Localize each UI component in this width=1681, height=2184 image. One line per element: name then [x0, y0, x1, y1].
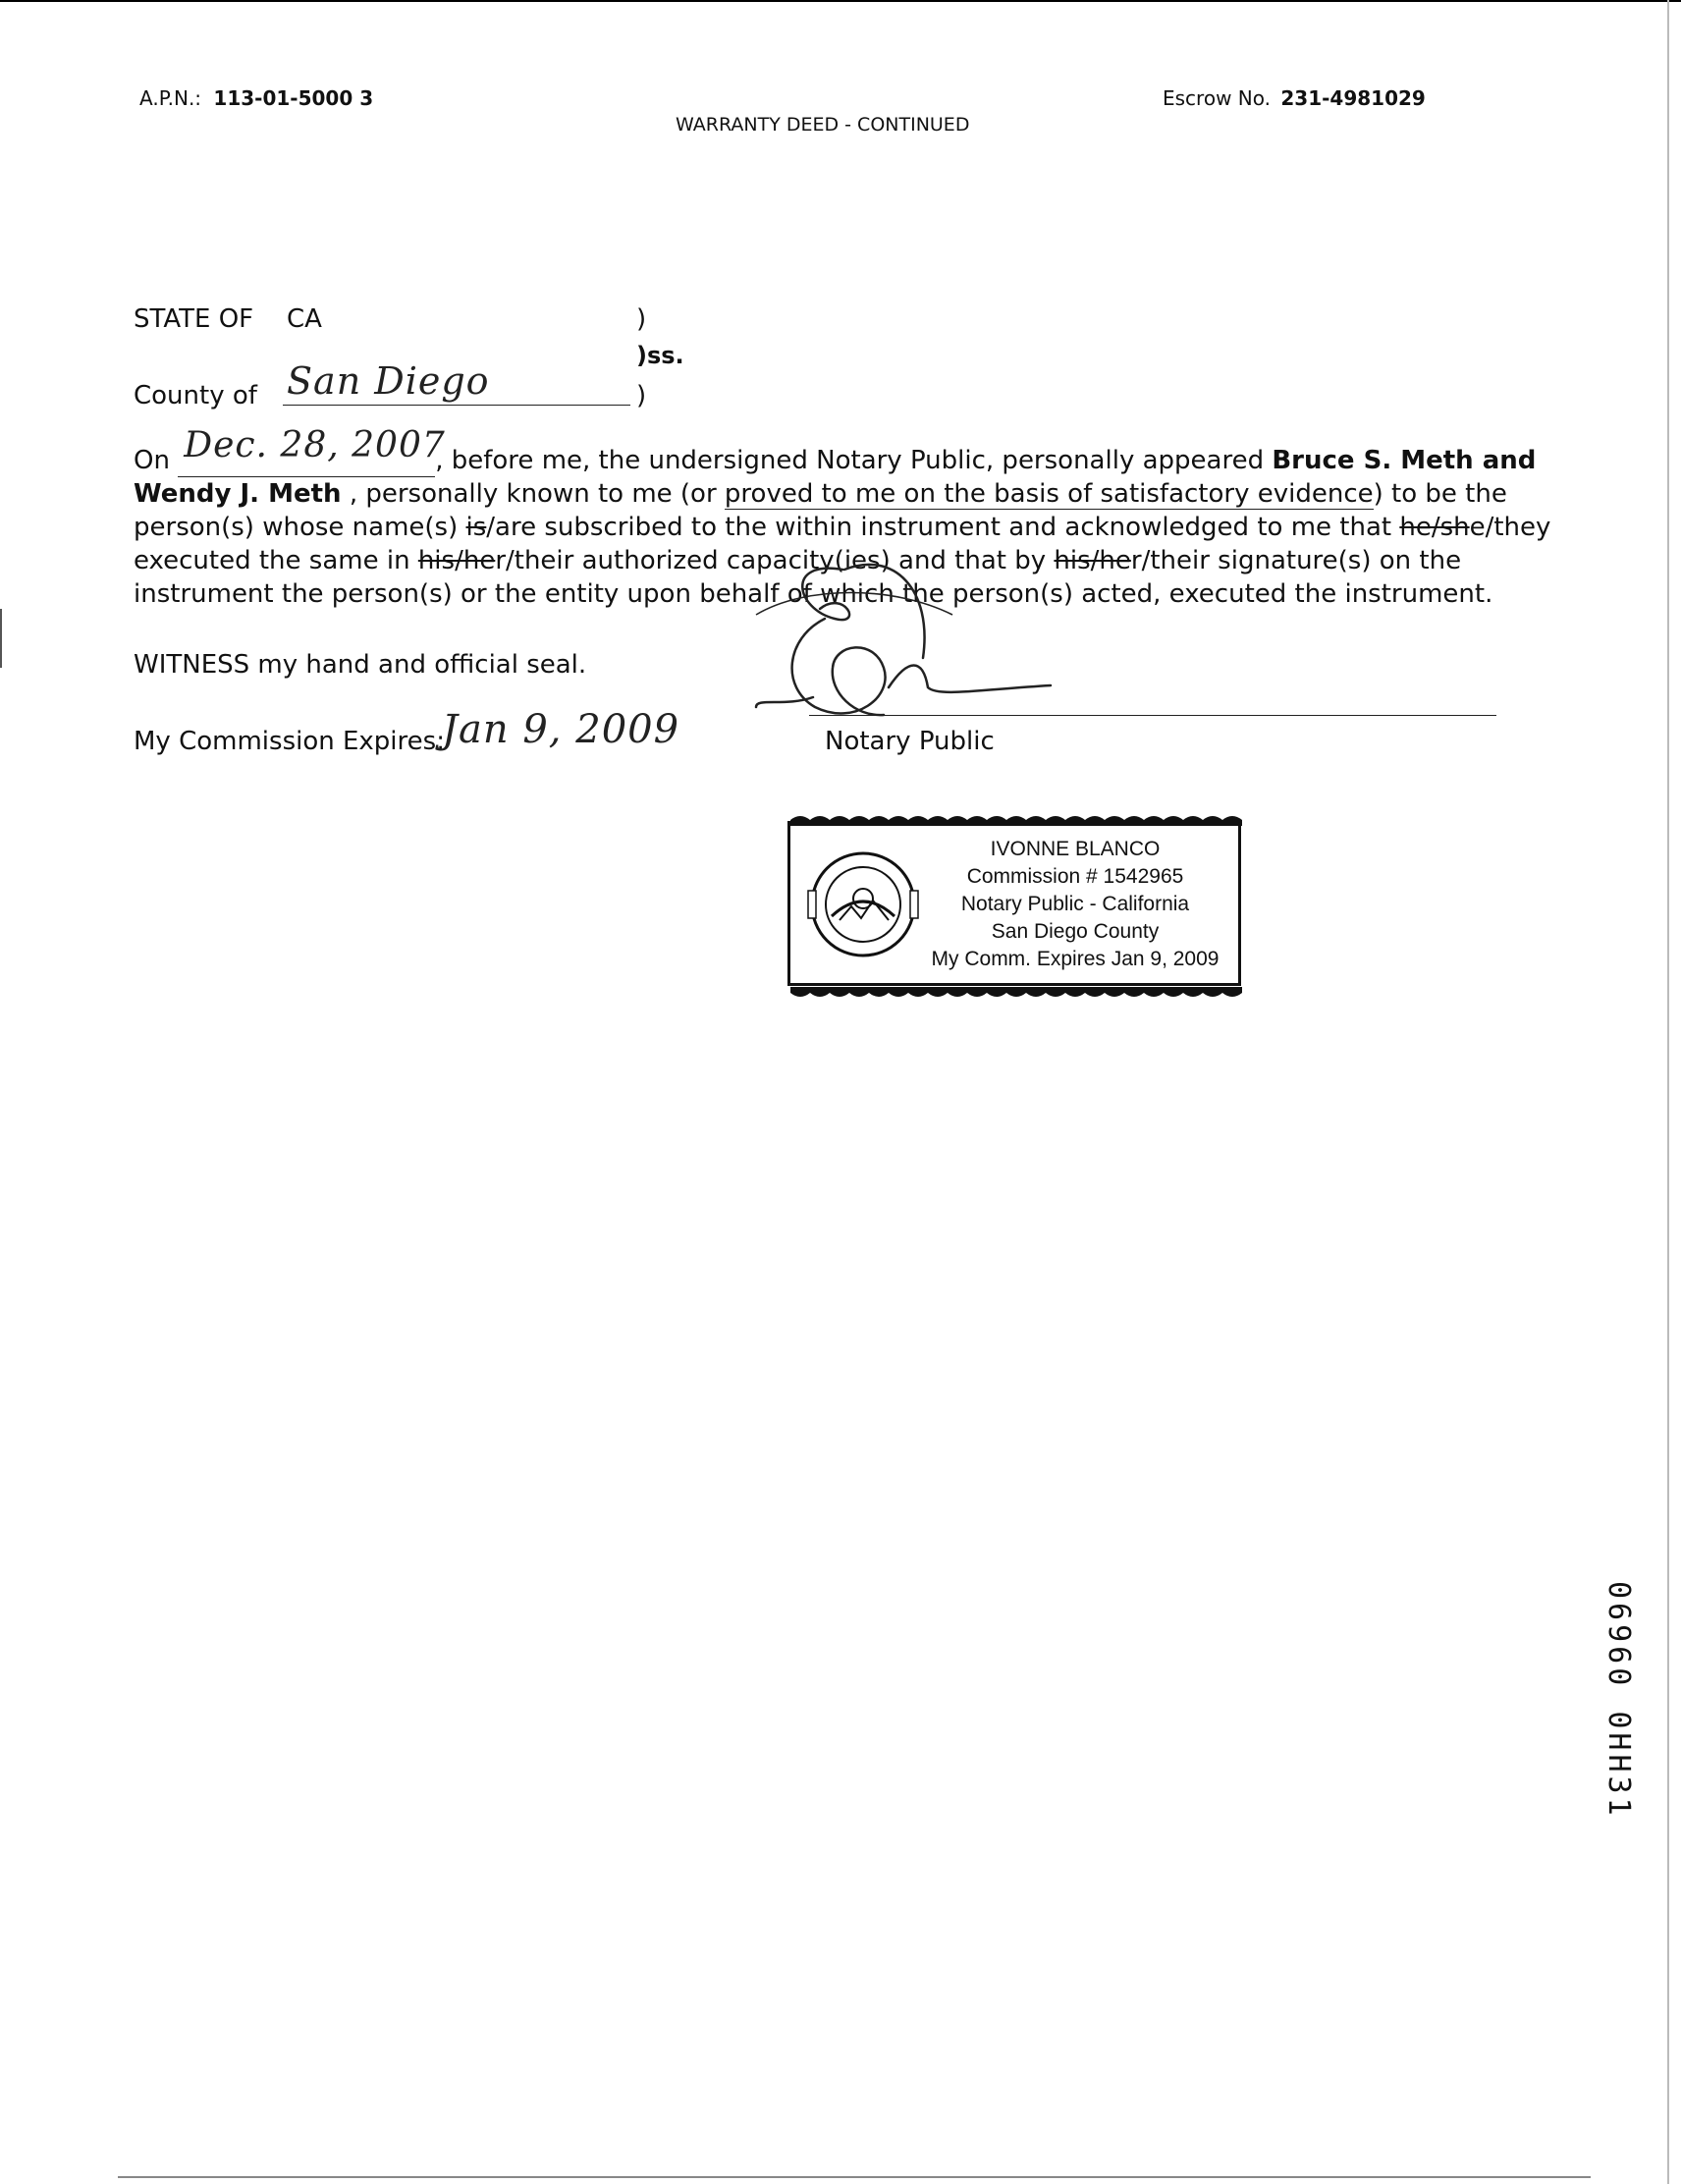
- stamp-county: San Diego County: [991, 920, 1160, 943]
- escrow-label: Escrow No.: [1163, 86, 1271, 110]
- notary-signature: [727, 550, 1100, 756]
- paren-top: ): [636, 304, 647, 334]
- commission-label: My Commission Expires:: [134, 727, 445, 756]
- side-recording-number-text: 06960 0HH31: [1601, 1581, 1636, 1820]
- scan-right-edge: [1667, 0, 1669, 2184]
- struck-text: his/he: [417, 546, 496, 575]
- date-line: [178, 425, 446, 477]
- annotation-loop: [746, 585, 962, 625]
- ack-line-2: [134, 477, 1508, 511]
- stamp-expiration: My Comm. Expires Jan 9, 2009: [931, 948, 1220, 970]
- ack-text: , personally known to me (or: [349, 479, 717, 509]
- ack-text: executed the same in: [134, 546, 410, 575]
- struck-text: is: [465, 513, 487, 542]
- signer-names-1: Bruce S. Meth and: [1272, 446, 1537, 475]
- paren-ss: )ss.: [636, 342, 684, 369]
- stamp-notary-title: Notary Public - California: [960, 893, 1190, 915]
- ack-text: ) to be the: [1373, 479, 1507, 509]
- state-value: CA: [287, 304, 322, 334]
- ack-text: r/their signature(s) on the: [1130, 546, 1462, 575]
- stamp-commission-number: Commission # 1542965: [966, 865, 1184, 888]
- signer-names-2: Wendy J. Meth: [134, 479, 342, 509]
- on-label: On: [134, 446, 170, 475]
- state-seal-icon: [806, 838, 920, 971]
- witness-statement: WITNESS my hand and official seal.: [134, 650, 587, 680]
- ack-line-5: instrument the person(s) or the entity upon behalf of which the person(s) acted, executed the instrument.: [134, 579, 1493, 609]
- stamp-notary-name: IVONNE BLANCO: [990, 838, 1161, 860]
- date-handwritten: Dec. 28, 2007: [184, 425, 446, 465]
- scan-top-edge: [0, 0, 1681, 2]
- struck-text: he/sh: [1399, 513, 1470, 542]
- paren-bottom: ): [636, 381, 647, 410]
- ack-text: , before me, the undersigned Notary Public, personally appeared: [435, 446, 1265, 475]
- commission-handwritten: Jan 9, 2009: [442, 707, 680, 752]
- apn-value: 113-01-5000 3: [213, 86, 374, 110]
- side-recording-number: [1601, 1581, 1636, 1836]
- scan-left-mark: [0, 609, 2, 668]
- notary-public-label: Notary Public: [825, 727, 995, 756]
- apn: [139, 86, 373, 110]
- escrow-value: 231-4981029: [1280, 86, 1426, 110]
- ack-line-1: [134, 425, 1537, 477]
- state-label: STATE OF: [134, 304, 254, 334]
- notary-stamp: [787, 821, 1241, 986]
- scan-bottom-edge: [118, 2176, 1591, 2178]
- proved-underlined: proved to me on the basis of satisfactory evidence: [724, 479, 1374, 509]
- document-title: WARRANTY DEED - CONTINUED: [676, 114, 970, 136]
- apn-label: A.P.N.:: [139, 86, 202, 110]
- ack-text: e/they: [1469, 513, 1551, 542]
- ack-text: r/their authorized capacity(ies) and that by: [495, 546, 1047, 575]
- county-line: [283, 405, 630, 406]
- county-handwritten: San Diego: [287, 359, 490, 403]
- struck-text: his/he: [1054, 546, 1131, 575]
- escrow-number: [1163, 86, 1426, 110]
- stamp-text-block: [928, 836, 1222, 973]
- county-label: County of: [134, 381, 257, 410]
- ack-text: person(s) whose name(s): [134, 513, 459, 542]
- ack-line-3: [134, 511, 1551, 544]
- ack-text: /are subscribed to the within instrument and acknowledged to me that: [486, 513, 1392, 542]
